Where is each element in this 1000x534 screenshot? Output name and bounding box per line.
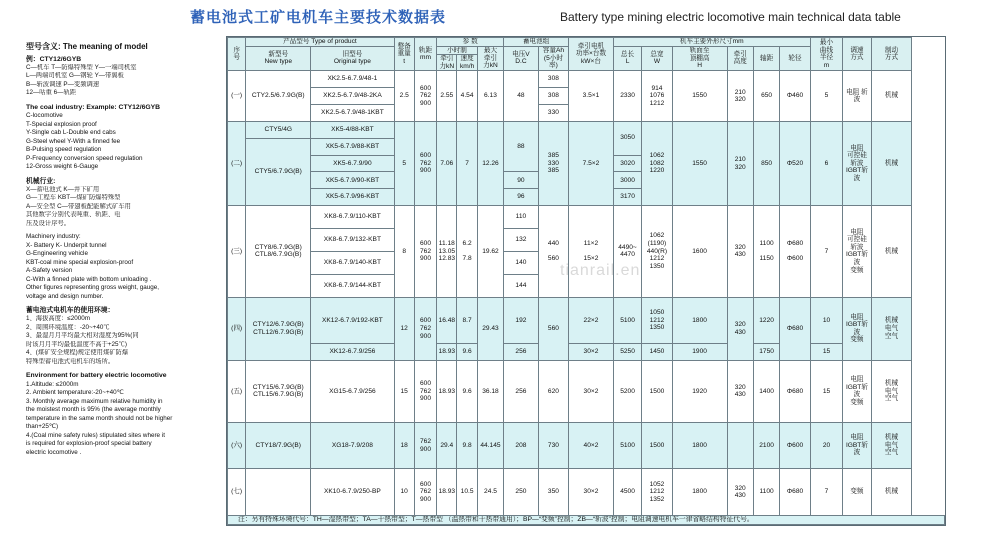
weight-cell: 15	[394, 361, 414, 423]
sidebar-line: B-Pulsing speed regulation	[26, 146, 102, 154]
capacity-cell: 330	[538, 105, 568, 122]
gauge-cell: 600 762 900	[414, 206, 436, 297]
sidebar-line: 其他数字分别代表吨重、轨距、电	[26, 211, 121, 219]
tractive-cell: 18.93	[437, 344, 457, 361]
table-row	[228, 422, 945, 469]
W-cell: 1050 1212 1350	[642, 297, 672, 344]
col-seq: 序 号	[228, 38, 246, 71]
L-cell: 5100	[613, 297, 641, 344]
reg-cell: 电阻 IGBT斩波 变频	[843, 361, 871, 423]
col-min-radius: 最小 曲线 半径 m	[810, 38, 842, 71]
max-cell: 19.62	[477, 206, 503, 297]
col-total-length: 总长 L	[613, 46, 641, 71]
orig-type-cell: XK12-6.7.9/192-KBT	[311, 297, 394, 344]
orig-type-cell: XK12-6.7.9/256	[311, 344, 394, 361]
rad-cell: 5	[810, 71, 842, 122]
seq-cell: (五)	[228, 361, 246, 423]
max-cell: 24.5	[477, 469, 503, 516]
sidebar-line: B—斩波调速 P—变频调速	[26, 80, 100, 88]
col-pull-height: 牵引 高度	[727, 46, 753, 71]
voltage-cell: 132	[504, 229, 539, 252]
new-type-cell: CTY8/6.7.9G(B) CTL8/6.7.9G(B)	[246, 206, 311, 297]
capacity-cell: 560	[538, 297, 568, 361]
voltage-cell: 192	[504, 297, 539, 344]
H-cell: 1550	[672, 121, 727, 205]
ph-cell: 210 320	[727, 121, 753, 205]
speed-cell: 4.54	[457, 71, 477, 122]
sidebar-line: Y-Single cab L-Double end cabs	[26, 129, 116, 137]
L-cell: 3000	[613, 172, 641, 189]
machinery-en-lines	[26, 233, 224, 301]
L-cell: 4500	[613, 469, 641, 516]
wd-cell: Φ600	[780, 422, 810, 469]
reg-cell: 电阻 IGBT斩波 变频	[843, 297, 871, 361]
wb-cell: 1220	[753, 297, 779, 344]
sidebar-line: voltage and design number.	[26, 292, 104, 300]
weight-cell: 10	[394, 469, 414, 516]
rad-cell: 7	[810, 469, 842, 516]
weight-cell: 8	[394, 206, 414, 297]
wb-cell: 1750	[753, 344, 779, 361]
orig-type-cell: XK8-6.7.9/110-KBT	[311, 206, 394, 229]
wb-cell: 650	[753, 71, 779, 122]
machinery-heading: 机械行业:	[26, 177, 56, 185]
sidebar-line: A-Safety version	[26, 267, 73, 275]
col-params: 参 数	[437, 38, 504, 47]
wb-cell: 850	[753, 121, 779, 205]
orig-type-cell: XK8-6.7.9/132-KBT	[311, 229, 394, 252]
orig-type-cell: XK5-6.7.9/88-KBT	[311, 138, 394, 155]
orig-type-cell: XG15-6.7.9/256	[311, 361, 394, 423]
sidebar-line: than+25℃)	[26, 423, 59, 431]
weight-cell: 18	[394, 422, 414, 469]
H-cell: 1550	[672, 71, 727, 122]
sidebar-line: P-Frequency conversion speed regulation	[26, 154, 143, 162]
weight-cell: 12	[394, 297, 414, 361]
L-cell: 3050	[613, 121, 641, 155]
voltage-cell: 90	[504, 172, 539, 189]
L-cell: 4490~ 4470	[613, 206, 641, 297]
col-dimensions: 机车主要外形尺寸mm	[613, 38, 810, 47]
col-gauge: 轨距 mm	[414, 38, 436, 71]
sidebar-line: the moistest month is 95% (the average monthly	[26, 406, 161, 414]
rad-cell: 20	[810, 422, 842, 469]
sidebar-line: X—蓄电池式 K—井下矿用	[26, 185, 100, 193]
capacity-cell: 308	[538, 71, 568, 88]
sidebar-line: 2、周围环境温度：-20~+40℃	[26, 323, 110, 331]
orig-type-cell: XG18-7.9/208	[311, 422, 394, 469]
reg-cell: 电阻 可控硅斩波 IGBT斩波	[843, 121, 871, 205]
W-cell: 1500	[642, 361, 672, 423]
seq-cell: (一)	[228, 71, 246, 122]
col-capacity: 容量Ah (5小时率)	[538, 46, 568, 71]
H-cell: 1900	[672, 344, 727, 361]
W-cell: 914 1076 1212	[642, 71, 672, 122]
W-cell: 1500	[642, 422, 672, 469]
sidebar-line: T-Special explosion proof	[26, 120, 97, 128]
voltage-cell: 88	[504, 121, 539, 172]
table-footnote: 注：另有特殊环境代号：TH—湿热带型；TA—干热带型；T—热带型 （温热带和干热带通用）；BP—“变频”控制；ZB—“斩波”控制；电阻调速电机车一律省略结构特征代号。	[228, 516, 945, 525]
sidebar-line: Machinery industry:	[26, 233, 81, 241]
max-cell: 44.145	[477, 422, 503, 469]
orig-type-cell: XK8-6.7.9/140-KBT	[311, 251, 394, 274]
table-row	[228, 71, 945, 88]
new-type-cell: CTY5/6.7.9G(B)	[246, 138, 311, 205]
sidebar-line: 2. Ambient temperature:-20~+40℃	[26, 389, 124, 397]
seq-cell: (四)	[228, 297, 246, 361]
model-explanation-sidebar	[26, 42, 224, 462]
environment-en-lines	[26, 381, 224, 458]
col-product-model: 产品型号 Type of product	[246, 38, 394, 47]
table-row	[228, 344, 945, 361]
motor-cell: 7.5×2	[569, 121, 614, 205]
seq-cell: (三)	[228, 206, 246, 297]
gauge-cell: 600 762 900	[414, 297, 436, 361]
W-cell: 1450	[642, 344, 672, 361]
sidebar-line: 4、(煤矿安全规程)规定使用煤矿防爆	[26, 349, 129, 357]
sidebar-line: 3、最湿月月平均最大相对湿度为95%(同	[26, 332, 139, 340]
gauge-cell: 600 762 900	[414, 71, 436, 122]
sidebar-line: 4.(Coal mine safety rules) stipulated sites where it	[26, 431, 165, 439]
speed-cell: 7	[457, 121, 477, 205]
reg-cell: 电阻 IGBT斩波	[843, 422, 871, 469]
speed-cell: 9.8	[457, 422, 477, 469]
ph-cell: 320 430	[727, 206, 753, 297]
L-cell: 2330	[613, 71, 641, 122]
col-speed: 速度 km/h	[457, 55, 477, 71]
motor-cell: 40×2	[569, 422, 614, 469]
H-cell: 1600	[672, 206, 727, 297]
wd-cell: Φ680	[780, 297, 810, 361]
environment-heading-zh: 蓄电池式电机车的使用环境：	[26, 307, 115, 315]
machinery-zh-lines	[26, 186, 224, 229]
new-type-cell: CTY18/7.9G(B)	[246, 422, 311, 469]
capacity-cell: 730	[538, 422, 568, 469]
reg-cell: 电阻 斩波	[843, 71, 871, 122]
wd-cell: Φ680	[780, 361, 810, 423]
brake-cell: 机械 电气 空气	[871, 297, 912, 361]
capacity-cell: 350	[538, 469, 568, 516]
max-cell: 12.26	[477, 121, 503, 205]
table-body	[228, 71, 945, 516]
speed-cell: 8.7	[457, 297, 477, 344]
table-row	[228, 361, 945, 423]
orig-type-cell: XK2.5-6.7.9/48-2KA	[311, 88, 394, 105]
H-cell: 1800	[672, 297, 727, 344]
model-meaning-heading: 型号含义: The meaning of model	[26, 42, 148, 51]
sidebar-line: temperature in the same month should not be higher	[26, 414, 173, 422]
capacity-cell: 308	[538, 88, 568, 105]
new-type-cell: CTY12/6.7.9G(B) CTL12/6.7.9G(B)	[246, 297, 311, 361]
motor-cell: 30×2	[569, 469, 614, 516]
sidebar-line: electric locomotive .	[26, 448, 82, 456]
ph-cell: 320 430	[727, 297, 753, 361]
col-voltage: 电压V D.C	[504, 46, 539, 71]
L-cell: 5200	[613, 361, 641, 423]
H-cell: 1800	[672, 422, 727, 469]
tractive-cell: 7.06	[437, 121, 457, 205]
wb-cell: 1100	[753, 469, 779, 516]
sidebar-line: X- Battery K- Underpit tunnel	[26, 241, 107, 249]
motor-cell: 11×2 15×2	[569, 206, 614, 297]
col-total-width: 总宽 W	[642, 46, 672, 71]
seq-cell: (二)	[228, 121, 246, 205]
voltage-cell: 48	[504, 71, 539, 122]
voltage-cell: 208	[504, 422, 539, 469]
wb-cell: 1400	[753, 361, 779, 423]
wd-cell: Φ680	[780, 469, 810, 516]
brake-cell: 机械	[871, 469, 912, 516]
voltage-cell: 110	[504, 206, 539, 229]
sidebar-line: 特殊型蓄电池式电机车的场所。	[26, 357, 115, 365]
reg-cell: 电阻 可控硅斩波 IGBT斩波 变频	[843, 206, 871, 297]
sidebar-line: is required for explosion-proof special battery	[26, 440, 152, 448]
rad-cell: 6	[810, 121, 842, 205]
weight-cell: 5	[394, 121, 414, 205]
brake-cell: 机械	[871, 71, 912, 122]
W-cell: 1052 1212 1352	[642, 469, 672, 516]
weight-cell: 2.5	[394, 71, 414, 122]
coal-industry-heading: The coal industry: Example: CTY12/6GYB	[26, 103, 161, 111]
motor-cell: 22×2	[569, 297, 614, 344]
table-row	[228, 206, 945, 229]
H-cell: 1920	[672, 361, 727, 423]
brake-cell: 机械 电气 空气	[871, 422, 912, 469]
ph-cell	[727, 422, 753, 469]
speed-cell: 9.6	[457, 344, 477, 361]
sidebar-line: 压及设计序号。	[26, 219, 71, 227]
tractive-cell: 29.4	[437, 422, 457, 469]
voltage-cell: 140	[504, 251, 539, 274]
col-speed-reg: 调速 方式	[843, 38, 871, 71]
orig-type-cell: XK10-6.7.9/250-BP	[311, 469, 394, 516]
rad-cell: 15	[810, 344, 842, 361]
max-cell: 6.13	[477, 71, 503, 122]
orig-type-cell: XK2.5-6.7.9/48-1	[311, 71, 394, 88]
coal-industry-lines	[26, 112, 224, 172]
voltage-cell: 256	[504, 344, 539, 361]
page-title: 蓄电池式工矿电机车主要技术数据表	[190, 8, 447, 26]
brake-cell: 机械	[871, 206, 912, 297]
seq-cell: (六)	[228, 422, 246, 469]
watermark: tianrail.en	[560, 262, 641, 279]
voltage-cell: 250	[504, 469, 539, 516]
W-cell: 1062 (1190) 440(R) 1212 1350	[642, 206, 672, 297]
model-example: 例：CTY12/6GYB	[26, 55, 82, 63]
wd-cell: Φ520	[780, 121, 810, 205]
L-cell: 5100	[613, 422, 641, 469]
col-brake: 制动 方式	[871, 38, 912, 71]
sidebar-line: 3. Monthly average maximum relative humidity in	[26, 397, 163, 405]
technical-data-table-wrapper	[226, 36, 946, 526]
W-cell: 1062 1082 1220	[642, 121, 672, 205]
orig-type-cell: XK2.5-6.7.9/48-1KBT	[311, 105, 394, 122]
gauge-cell: 762 900	[414, 422, 436, 469]
rad-cell: 7	[810, 206, 842, 297]
sidebar-line: 时该月月平均最低温度不高于+25℃)	[26, 340, 127, 348]
sidebar-line: G—工程车 KBT—煤矿防爆特殊型	[26, 194, 121, 202]
sidebar-line: 12—咕重 6—轨距	[26, 89, 77, 97]
brake-cell: 机械 电气 空气	[871, 361, 912, 423]
motor-cell: 30×2	[569, 344, 614, 361]
max-cell: 36.18	[477, 361, 503, 423]
tractive-cell: 2.55	[437, 71, 457, 122]
sidebar-line: 12-Gross weight 6-Gauge	[26, 163, 99, 171]
motor-cell: 3.5×1	[569, 71, 614, 122]
col-wheelbase: 轴距	[753, 46, 779, 71]
ph-cell: 210 320	[727, 71, 753, 122]
wd-cell: Φ460	[780, 71, 810, 122]
gauge-cell: 600 762 900	[414, 469, 436, 516]
tractive-cell: 11.18 13.05 12.83	[437, 206, 457, 297]
table-row	[228, 469, 945, 516]
orig-type-cell: XK5-6.7.9/96-KBT	[311, 189, 394, 206]
col-wheel-dia: 轮径	[780, 46, 810, 71]
capacity-cell: 440 560	[538, 206, 568, 297]
wb-cell: 2100	[753, 422, 779, 469]
voltage-cell: 144	[504, 274, 539, 297]
motor-cell: 30×2	[569, 361, 614, 423]
model-zh-lines	[26, 64, 224, 98]
orig-type-cell: XK5-6.7.9/90	[311, 155, 394, 172]
max-cell: 29.43	[477, 297, 503, 361]
sidebar-line: G-Steel wheel Y-With a finned fee	[26, 137, 121, 145]
ph-cell: 320 430	[727, 361, 753, 423]
sidebar-line: KBT-coal mine special explosion-proof	[26, 258, 134, 266]
tractive-cell: 18.93	[437, 469, 457, 516]
sidebar-line: C-locomotive	[26, 112, 63, 120]
H-cell: 1800	[672, 469, 727, 516]
L-cell: 5250	[613, 344, 641, 361]
tractive-cell: 18.93	[437, 361, 457, 423]
speed-cell: 10.5	[457, 469, 477, 516]
sidebar-line: C-With a finned plate with bottom unloading .	[26, 275, 152, 283]
sidebar-line: L—两端司机室 G—钢轮 Y—带翼板	[26, 72, 124, 80]
rad-cell: 10	[810, 297, 842, 344]
table-row	[228, 121, 945, 138]
voltage-cell: 96	[504, 189, 539, 206]
new-type-cell: CTY15/6.7.9G(B) CTL15/6.7.9G(B)	[246, 361, 311, 423]
wd-cell: Φ680 Φ600	[780, 206, 810, 297]
sidebar-line: C—机车 T—防爆特殊型 Y—一端司机室	[26, 63, 137, 71]
orig-type-cell: XK8-6.7.9/144-KBT	[311, 274, 394, 297]
table-row	[228, 297, 945, 344]
speed-cell: 6.2 7.8	[457, 206, 477, 297]
sidebar-line: 1.Altitude: ≤2000m	[26, 380, 79, 388]
capacity-cell: 385 330 385	[538, 121, 568, 205]
col-new-type: 新型号 New type	[246, 46, 311, 71]
rad-cell: 15	[810, 361, 842, 423]
col-max-traction: 最大 牵引 力kN	[477, 46, 503, 71]
ph-cell: 320 430	[727, 469, 753, 516]
col-tractive: 牵引 力kN	[437, 55, 457, 71]
L-cell: 3020	[613, 155, 641, 172]
capacity-cell: 620	[538, 361, 568, 423]
environment-zh-lines	[26, 315, 224, 366]
sidebar-line: A—安全型 C—带翅板配能解式矿车用	[26, 202, 131, 210]
new-type-cell: CTY5/4G	[246, 121, 311, 138]
technical-data-table	[227, 37, 945, 525]
tractive-cell: 16.48	[437, 297, 457, 344]
col-orig-type: 旧型号 Original type	[311, 46, 394, 71]
sidebar-line: 1、海拔高度：≤2000m	[26, 315, 90, 323]
orig-type-cell: XK5-4/88-KBT	[311, 121, 394, 138]
gauge-cell: 600 762 900	[414, 121, 436, 205]
brake-cell: 机械	[871, 121, 912, 205]
col-hourly: 小时制	[437, 46, 478, 55]
speed-cell: 9.6	[457, 361, 477, 423]
environment-heading-en: Environment for battery electric locomotive	[26, 372, 167, 380]
new-type-cell: CTY2.5/6.7.9G(B)	[246, 71, 311, 122]
orig-type-cell: XK5-6.7.9/90-KBT	[311, 172, 394, 189]
col-rail-height: 轨面至 顶棚高 H	[672, 46, 727, 71]
sidebar-line: G-Engineering vehicle	[26, 250, 88, 258]
gauge-cell: 600 762 900	[414, 361, 436, 423]
col-motor-power: 牵引电机 功率×台数 kW×台	[569, 38, 614, 71]
reg-cell: 变频	[843, 469, 871, 516]
wb-cell: 1100 1150	[753, 206, 779, 297]
col-weight: 整备 重量 t	[394, 38, 414, 71]
new-type-cell	[246, 469, 311, 516]
col-battery-group: 蓄电池组	[504, 38, 569, 47]
voltage-cell: 256	[504, 361, 539, 423]
page-title-en: Battery type mining electric locomotive main technical data table	[560, 10, 901, 24]
seq-cell: (七)	[228, 469, 246, 516]
L-cell: 3170	[613, 189, 641, 206]
sidebar-line: Other figures representing gross weight, gauge,	[26, 284, 160, 292]
